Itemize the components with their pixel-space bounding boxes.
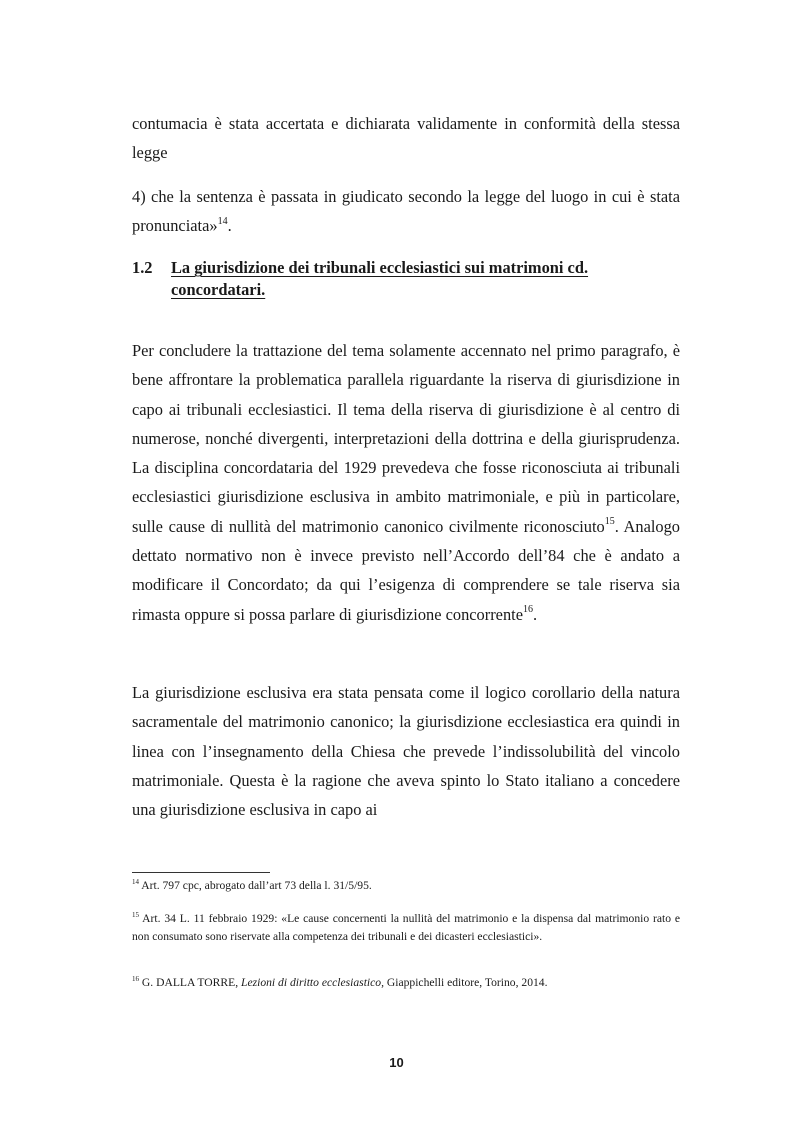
footnote-14 [132,877,680,895]
paragraph-main [132,336,680,629]
footnote-ref-14[interactable]: 14 [217,215,228,227]
paragraph-main-text-2: . Analogo dettato normativo non è invece previsto nell’Accordo dell’84 che è andato a modificare il Concordato; da qui l’esigenza di comprendere se tale riserva sia rimasta oppure si possa parlare di giurisdizione concorrente [132,516,680,624]
footnote-separator [132,872,270,873]
footnote-16-book-title: Lezioni di diritto ecclesiastico, [241,976,384,989]
footnote-15 [132,910,680,946]
footnote-15-text: Art. 34 L. 11 febbraio 1929: «Le cause concernenti la nullità del matrimonio e la dispensa dal matrimonio rato e non consumato sono riservate alla competenza dei tribunali e dei dicasteri ecclesiastici». [132,912,680,943]
footnote-14-text: Art. 797 cpc, abrogato dall’art 73 della l. 31/5/95. [139,879,372,892]
footnote-16-number: 16 [132,975,139,984]
paragraph-main-text-1: Per concludere la trattazione del tema solamente accennato nel primo paragrafo, è bene affrontare la problematica parallela riguardante la riserva di giurisdizione in capo ai tribunali ecclesiastici. Il tema della riserva di giurisdizione è al centro di numerose, nonché divergenti, interpretazioni della dottrina e della giurisprudenza. La disciplina concordataria del 1929 prevedeva che fosse riconosciuta ai tribunali ecclesiastici giurisdizione esclusiva in ambito matrimoniale, e più in particolare, sulle cause di nullità del matrimonio canonico civilmente riconosciuto [132,341,680,536]
footnote-15-number: 15 [132,911,139,920]
paragraph-item-4: 4) che la sentenza è passata in giudicato secondo la legge del luogo in cui è stata pronunciata»$^{14}$. [132,187,680,236]
section-title: La giurisdizione dei tribunali ecclesiastici sui matrimoni cd. concordatari. [171,258,589,299]
footnote-14-number: 14 [132,878,139,887]
paragraph-item-4-text: 4) che la sentenza è passata in giudicato secondo la legge del luogo in cui è stata pronunciata» [132,187,680,236]
section-number: 1.2 [132,258,153,277]
footnote-ref-16[interactable]: 16 [522,604,533,616]
paragraph-continuation-text: contumacia è stata accertata e dichiarata validamente in conformità della stessa legge [132,114,680,163]
footnote-16-text-before: G. DALLA TORRE, [139,976,241,989]
footnote-ref-15[interactable]: 15 [604,516,615,528]
footnote-16 [132,974,680,992]
paragraph-continuation [132,109,680,168]
paragraph-next [132,678,680,824]
page-number: 10 [389,1055,404,1070]
footnote-16-text-after: Giappichelli editore, Torino, 2014. [383,976,548,989]
paragraph-next-text: La giurisdizione esclusiva era stata pensata come il logico corollario della natura sacramentale del matrimonio canonico; la giurisdizione ecclesiastica era quindi in linea con l’insegnamento della Chiesa che prevede l’indissolubilità del vincolo matrimoniale. Questa è la ragione che aveva spinto lo Stato italiano a concedere una giurisdizione esclusiva in capo ai [132,683,680,820]
paragraph-main-text-3: . [532,604,538,624]
